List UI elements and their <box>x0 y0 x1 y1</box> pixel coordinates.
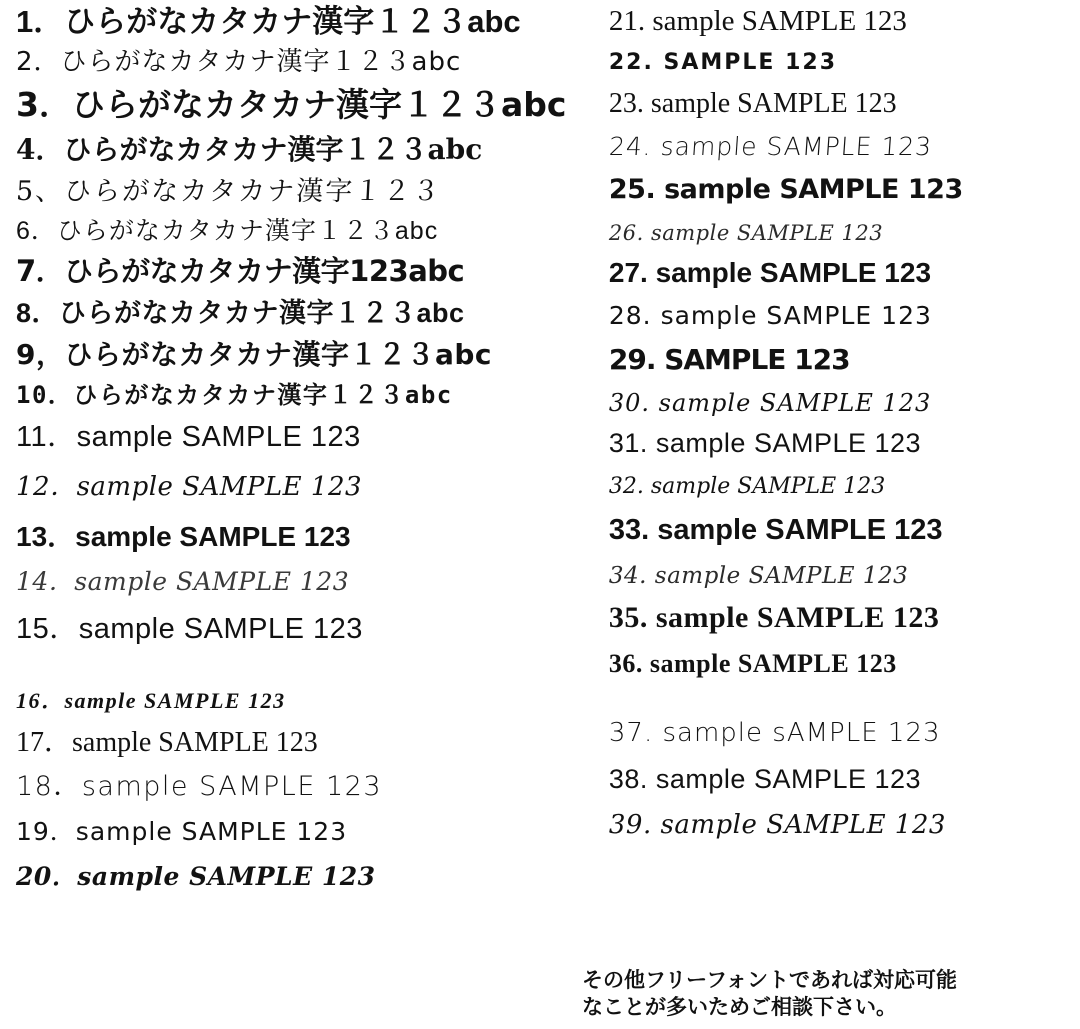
sample-line-20: 20．sample SAMPLE 123 <box>16 861 376 891</box>
sample-line-16: 16．sample SAMPLE 123 <box>16 687 286 713</box>
right-sample-column <box>603 4 1064 1029</box>
sample-line-5: 5、ひらがなカタカナ漢字１２３ <box>15 175 443 207</box>
sample-line-33: 33. sample SAMPLE 123 <box>608 514 943 547</box>
sample-line-21: 21. sample SAMPLE 123 <box>608 5 907 37</box>
sample-line-18: 18．sample SAMPLE 123 <box>16 771 383 803</box>
sample-line-15: 15．sample SAMPLE 123 <box>16 613 363 646</box>
sample-line-14: 14．sample SAMPLE 123 <box>16 566 350 596</box>
sample-line-10: 10．ひらがなカタカナ漢字１２３abc <box>16 380 453 409</box>
sample-line-27: 27. sample SAMPLE 123 <box>608 256 932 288</box>
sample-line-39: 39. sample SAMPLE 123 <box>608 810 946 841</box>
sample-line-23: 23. sample SAMPLE 123 <box>608 87 897 119</box>
sample-line-6: 6．ひらがなカタカナ漢字１２３abc <box>16 217 439 246</box>
sample-columns <box>16 4 1064 1029</box>
sample-line-35: 35. sample SAMPLE 123 <box>608 600 940 634</box>
left-sample-column <box>16 4 603 1029</box>
sample-line-28: 28. sample SAMPLE 123 <box>608 300 932 330</box>
sample-line-31: 31. sample SAMPLE 123 <box>608 427 922 458</box>
sample-line-9: 9，ひらがなカタカナ漢字１２３abc <box>16 338 493 372</box>
sample-line-30: 30. sample SAMPLE 123 <box>608 388 932 417</box>
sample-line-25: 25. sample SAMPLE 123 <box>608 174 963 206</box>
sample-line-1: 1．ひらがなカタカナ漢字１２３abc <box>16 4 521 39</box>
sample-line-8: 8．ひらがなカタカナ漢字１２３abc <box>16 297 465 328</box>
sample-line-19: 19．sample SAMPLE 123 <box>16 817 348 847</box>
sample-line-13: 13．sample SAMPLE 123 <box>16 520 351 552</box>
sample-line-4: 4．ひらがなカタカナ漢字１２３abc <box>16 133 483 167</box>
sample-line-3: 3．ひらがなカタカナ漢字１２３abc <box>16 84 567 124</box>
sample-line-7: 7．ひらがなカタカナ漢字123abc <box>16 254 465 289</box>
sample-line-36: 36. sample SAMPLE 123 <box>608 649 897 679</box>
footer-note-line-1: その他フリーフォントであれば対応可能 <box>582 968 958 993</box>
sample-line-12: 12．sample SAMPLE 123 <box>16 472 363 503</box>
sample-line-11: 11．sample SAMPLE 123 <box>16 420 361 453</box>
sample-line-38: 38. sample SAMPLE 123 <box>608 763 922 794</box>
sample-line-32: 32. sample SAMPLE 123 <box>608 474 886 500</box>
sample-line-34: 34. sample SAMPLE 123 <box>608 562 909 589</box>
sample-line-37: 37. sample sAMPLE 123 <box>608 717 941 748</box>
sample-line-29: 29. SAMPLE 123 <box>608 343 850 377</box>
sample-line-2: 2．ひらがなカタカナ漢字１２３abc <box>16 46 462 77</box>
footer-note-line-2: なことが多いためご相談下さい。 <box>582 995 897 1020</box>
sample-line-24: 24. sample SAMPLE 123 <box>607 131 933 161</box>
sample-line-22: 22. SAMPLE 123 <box>608 50 838 76</box>
sample-line-17: 17．sample SAMPLE 123 <box>16 726 318 758</box>
footer-note <box>582 967 1052 1021</box>
sample-line-26: 26. sample SAMPLE 123 <box>608 220 884 245</box>
